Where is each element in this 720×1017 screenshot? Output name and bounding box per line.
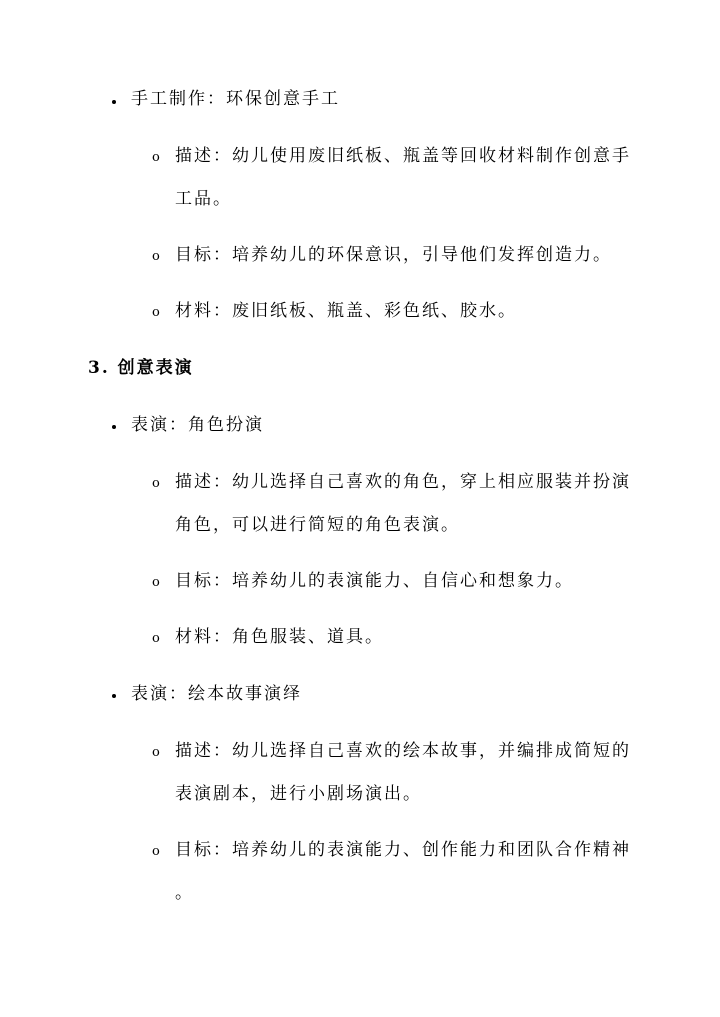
- bullet-circle-icon: o: [152, 476, 160, 491]
- bullet-dot-icon: [112, 100, 116, 104]
- bullet-circle-icon: o: [152, 150, 160, 165]
- sub-item-description-cont: 角色，可以进行简短的角色表演。: [175, 515, 460, 535]
- bullet-circle-icon: o: [152, 745, 160, 760]
- sub-item-materials: 材料：废旧纸板、瓶盖、彩色纸、胶水。: [175, 301, 517, 321]
- sub-item-materials: 材料：角色服装、道具。: [175, 627, 384, 647]
- bullet-circle-icon: o: [152, 305, 160, 320]
- list-item-title: 表演：绘本故事演绎: [131, 684, 302, 704]
- bullet-circle-icon: o: [152, 575, 160, 590]
- sub-item-goal: 目标：培养幼儿的环保意识，引导他们发挥创造力。: [175, 245, 612, 265]
- bullet-circle-icon: o: [152, 844, 160, 859]
- sub-item-goal-cont: 。: [175, 883, 194, 903]
- sub-item-goal: 目标：培养幼儿的表演能力、创作能力和团队合作精神: [175, 840, 631, 860]
- sub-item-description-cont: 工品。: [175, 189, 232, 209]
- sub-item-description-cont: 表演剧本，进行小剧场演出。: [175, 784, 422, 804]
- bullet-circle-icon: o: [152, 249, 160, 264]
- sub-item-description: 描述：幼儿选择自己喜欢的角色，穿上相应服装并扮演: [175, 472, 631, 492]
- section-heading: 3. 创意表演: [88, 358, 194, 378]
- sub-item-description: 描述：幼儿选择自己喜欢的绘本故事，并编排成简短的: [175, 741, 631, 761]
- bullet-circle-icon: o: [152, 631, 160, 646]
- bullet-dot-icon: [112, 425, 116, 429]
- sub-item-description: 描述：幼儿使用废旧纸板、瓶盖等回收材料制作创意手: [175, 146, 631, 166]
- list-item-title: 表演：角色扮演: [131, 415, 264, 435]
- list-item-title: 手工制作：环保创意手工: [131, 89, 340, 109]
- sub-item-goal: 目标：培养幼儿的表演能力、自信心和想象力。: [175, 571, 574, 591]
- bullet-dot-icon: [112, 694, 116, 698]
